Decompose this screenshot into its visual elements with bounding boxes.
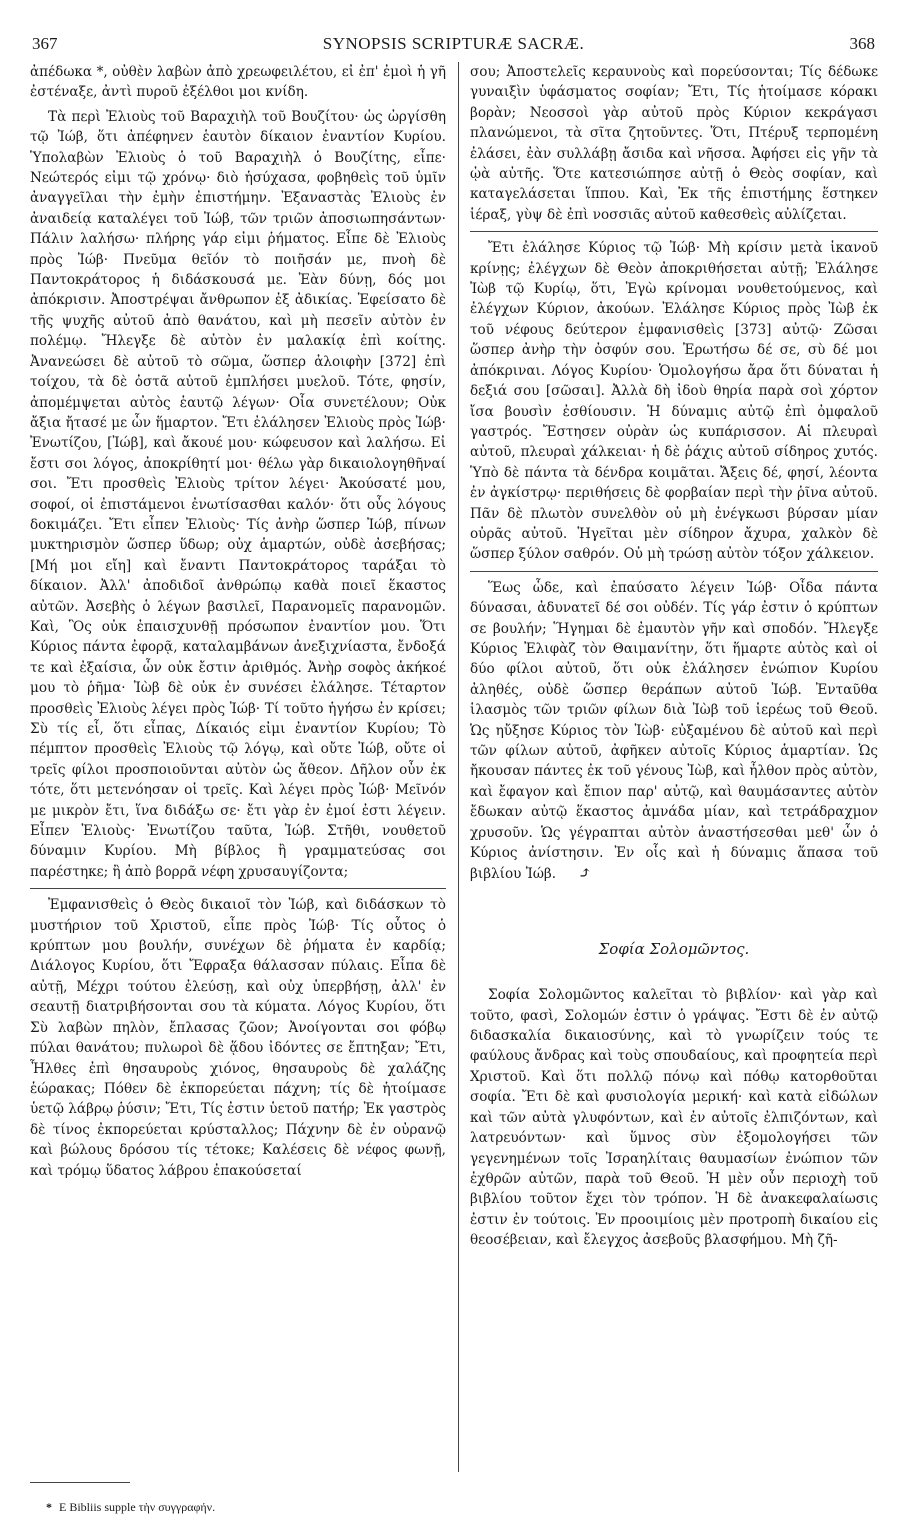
paragraph: [470, 578, 878, 885]
end-flourish-icon: ⤴: [578, 863, 592, 883]
paragraph: Σοφία Σολομῶντος καλεῖται τὸ βιβλίον· καὶ γὰρ καὶ τοῦτο, φασὶ, Σολομών ἐστιν ὁ γράψας. Ἔστι δὲ ἐν αὐτῷ διδασκαλία δικαιοσύνης, καὶ τὸ γνωρίζειν τούς τε φαύλους ἄνδρας καὶ τοὺς σπουδαίους, καὶ προφητεία περὶ Χριστοῦ. Καὶ ὅτι πολλῷ πόνῳ καὶ πόθῳ κατορθοῦται σοφία. Ἔτι δὲ καὶ φυσιολογία μερική· καὶ κατὰ εἰδώλων καὶ τῶν αὐτὰ γλυφόντων, καὶ ἐν αὐτοῖς ἐλπιζόντων, καὶ λατρευόντων· καὶ ὕμνος σὺν ἐξομολογήσει τῶν γεγενημένων τοῖς Ἰσραηλίταις θαυμασίων ἐνώπιον τῶν ἐχθρῶν αὐτῶν, παρὰ τοῦ Θεοῦ. Ἡ μὲν οὖν περιοχὴ τοῦ βιβλίου τοῦτον ἔχει τὸν τρόπον. Ἡ δὲ ἀνακεφαλαίωσις ἐστιν ἐν τούτοις. Ἐν προοιμίοις μὲν προτροπὴ δικαίου εἰς θεοσέβειαν, καὶ ἔλεγχος ἀσεβοῦς βλασφήμου. Μὴ ζῆ-: [470, 987, 878, 1249]
footnote-mark: *: [46, 1500, 52, 1514]
footnote: [46, 1500, 215, 1515]
paragraph: Τὰ περὶ Ἐλιοὺς τοῦ Βαραχιὴλ τοῦ Βουζίτου· ὡς ὠργίσθη τῷ Ἰώβ, ὅτι ἀπέφηνεν ἑαυτὸν δίκαιον ἐναντίον Κυρίου. Ὑπολαβὼν Ἐλιοὺς ὁ τοῦ Βαραχιὴλ ὁ Βουζίτης, εἶπε· Νεώτερός εἰμι τῷ χρόνῳ· διὸ ἡσύχασα, φοβηθεὶς τοῦ ὑμῖν ἀναγγεῖλαι τὴν ἐμὴν ἐπιστήμην. Ἐξαναστὰς Ἐλιοὺς ἐν ἀναιδείᾳ καταλέγει τοῦ Ἰώβ, τῶν τριῶν ἀποσιωπησάντων· Πάλιν λαλήσω· πλήρης γάρ εἰμι ῥήματος. Εἶπε δὲ Ἐλιοὺς πρὸς Ἰώβ· Πνεῦμα θεῖόν τὸ ποιῆσάν με, πνοὴ δὲ Παντοκράτορος ἡ διδάσκουσά με. Ἐὰν δύνῃ, δός μοι ἀπόκρισιν. Ἀποστρέψαι ἄνθρωπον ἐξ ἀδικίας. Ἐφείσατο δὲ τῆς ψυχῆς αὐτοῦ ἀπὸ θανάτου, καὶ μὴ πεσεῖν αὐτὸν ἐν πολέμῳ. Ἤλεγξε δὲ αὐτὸν ἐν μαλακίᾳ ἐπὶ κοίτης. Ἀνανεώσει δὲ αὐτοῦ τὸ σῶμα, ὥσπερ ἀλοιφὴν [372] ἐπὶ τοίχου, τὰ δὲ ὀστᾶ αὐτοῦ ἐμπλήσει μυελοῦ. Τότε, φησίν, ἀπομέμψεται αὐτὸς ἑαυτῷ λέγων· Οἷα συνετέλουν; Οὐκ ἄξια ἤτασέ με ὧν ἥμαρτον. Ἔτι ἐλάλησεν Ἐλιοὺς πρὸς Ἰώβ· Ἐνωτίζου, [Ἰώβ], καὶ ἄκουέ μου· κώφευσον καὶ λαλήσω. Εἰ ἔστι σοι λόγος, ἀποκρίθητί μοι· θέλω γὰρ δικαιολογηθῆναί σοι. Ἔτι προσθεὶς Ἐλιοὺς τρίτον λέγει· Ἀκούσατέ μου, σοφοί, οἱ ἐπιστάμενοι ἐνωτίσασθαι καλόν· ὅτι οὖς λόγους δοκιμάζει. Ἔτι εἶπεν Ἐλιοὺς· Τίς ἀνὴρ ὥσπερ Ἰώβ, πίνων μυκτηρισμὸν ὥσπερ ὕδωρ; οὐχ ἁμαρτών, οὐδὲ ἀσεβήσας; [Μή μοι εἴη] καὶ ἔναντι Παντοκράτορος ταράξαι τὸ δίκαιον. Ἀλλ' ἀποδιδοῖ ἀνθρώπῳ καθὰ ποιεῖ ἕκαστος αὐτῶν. Ἀσεβὴς ὁ λέγων βασιλεῖ, Παρανομεῖς παρανομῶν. Καὶ, Ὃς οὐκ ἐπαισχυνθῇ πρόσωπον ἐναντίον μου. Ὅτι Κύριος πάντα ἐφορᾷ, καταλαμβάνων ἀνεξιχνίαστα, ἔνδοξά τε καὶ ἐξαίσια, ὧν οὐκ ἔστιν ἀριθμός. Ἀνὴρ σοφὸς ἀκήκοέ μου τὸ ῥῆμα· Ἰὼβ δὲ οὐκ ἐν συνέσει ἐλάλησε. Τέταρτον προσθεὶς Ἐλιοὺς λέγει πρὸς Ἰώβ· Τί τοῦτο ἡγήσω ἐν κρίσει; Σὺ τίς εἶ, ὅτι εἶπας, Δίκαιός εἰμι ἐναντίον Κυρίου; Τὸ πέμπτον προσθεὶς Ἐλιοὺς τῷ λόγῳ, καὶ οὔτε Ἰώβ, οὔτε οἱ τρεῖς φίλοι προσποιοῦνται αὐτὸν ὡς ἄθεον. Δῆλον οὖν ἐκ τότε, ὅτι μετενόησαν οἱ τρεῖς. Καὶ λέγει πρὸς Ἰώβ· Μεῖνόν με μικρὸν ἔτι, ἵνα διδάξω σε· ἔτι γὰρ ἐν ἐμοί ἐστι λέγειν. Εἶπεν Ἐλιοὺς· Ἐνωτίζου ταῦτα, Ἰώβ. Στῆθι, νουθετοῦ δύναμιν Κυρίου. Μὴ βίβλος ἢ γραμματεύσας σοι παρέστηκε; ἢ ἀπὸ βορρᾶ νέφη χρυσαυγίζοντα;: [30, 108, 446, 880]
paragraph: Ἐμφανισθεὶς ὁ Θεὸς δικαιοῖ τὸν Ἰώβ, καὶ διδάσκων τὸ μυστήριον τοῦ Χριστοῦ, εἶπε πρὸς Ἰώβ· Τίς οὗτος ὁ κρύπτων μου βουλήν, συνέχων δὲ ῥήματα ἐν καρδίᾳ; Διάλογος Κυρίου, ὅτι Ἔφραξα θάλασσαν πύλαις. Εἶπα δὲ αὐτῇ, Μέχρι τούτου ἐλεύσῃ, καὶ οὐχ ὑπερβήσῃ, ἀλλ' ἐν σεαυτῇ διατριβήσονται σου τὰ κύματα. Λόγος Κυρίου, ὅτι Σὺ λαβὼν πηλὸν, ἔπλασας ζῶον; Ἀνοίγονται σοι φόβῳ πύλαι θανάτου; πυλωροὶ δὲ ᾅδου ἰδόντες σε ἔπτηξαν; Ἔτι, Ἦλθες ἐπὶ θησαυροὺς χιόνος, θησαυροὺς δὲ χαλάζης ἑώρακας; Πόθεν δὲ ἐκπορεύεται πάχνη; τίς δὲ ἡτοίμασε ὑετῷ λάβρῳ ῥύσιν; Ἔτι, Τίς ἐστιν ὑετοῦ πατήρ; Ἐκ γαστρὸς δὲ τίνος ἐκπορεύεται κρύσταλλος; Πάχνην δὲ ἐν οὐρανῷ καὶ βώλους δρόσου τίς τέτοκε; Καλέσεις δὲ νέφος φωνῇ, καὶ τρόμῳ ὕδατος λάβρου ἐπακούσεταί: [30, 897, 446, 1179]
paragraph: ἀπέδωκα *, οὐθὲν λαβὼν ἀπὸ χρεωφειλέτου, εἰ ἐπ' ἐμοὶ ἡ γῆ ἐστέναξε, ἀντὶ πυροῦ ἐξέλθοι μοι κνίδη.: [30, 64, 446, 101]
paragraph: σου; Ἀποστελεῖς κεραυνοὺς καὶ πορεύσονται; Τίς δέδωκε γυναιξὶν ὑφάσματος σοφίαν; Ἔτι, Τίς ἡτοίμασε κόρακι βορὰν; Νεοσσοὶ γὰρ αὐτοῦ πρὸς Κύριον κεκράγασι πλανώμενοι, τὰ σῖτα ζητοῦντες. Ὅτι, Πτέρυξ τερπομένη ἐλάσει, ἐὰν συλλάβῃ ἄσιδα καὶ νῆσσα. Ἀφήσει εἰς γῆν τὰ ᾠὰ αὐτῆς. Ὅτε κατεσιώπησε αὐτῇ ὁ Θεὸς σοφίαν, καὶ καταγελάσεται ἵππου. Καὶ, Ἐκ τῆς ἐπιστήμης ἕστηκεν ἱέραξ, γὺψ δὲ ἐπὶ νοσσιᾶς αὐτοῦ καθεσθεὶς αὐλίζεται.: [470, 64, 878, 223]
section-title: Σοφία Σολομῶντος.: [598, 939, 750, 958]
running-head: SYNOPSIS SCRIPTURÆ SACRÆ.: [322, 34, 585, 53]
page-header: [32, 34, 875, 58]
paragraph-divider: [470, 231, 878, 232]
paragraph-divider: [470, 571, 878, 572]
left-column: [30, 62, 446, 1482]
page-number-left: 367: [32, 34, 58, 53]
column-rule: [458, 62, 459, 1472]
right-column: [470, 62, 878, 1422]
page-number-right: 368: [849, 34, 875, 53]
paragraph: Ἔτι ἐλάλησε Κύριος τῷ Ἰώβ· Μὴ κρίσιν μετὰ ἱκανοῦ κρίνῃς; ἐλέγχων δὲ Θεὸν ἀποκριθήσεται αὐτῇ; Ἐλάλησε Ἰὼβ τῷ Κυρίῳ, ὅτι, Ἐγὼ κρίνομαι νουθετούμενος, καὶ ἐλέγχων Κύριον, ἀκούων. Ἐλάλησε Κύριος πρὸς Ἰὼβ ἐκ τοῦ νέφους δεύτερον ἐμφανισθεὶς [373] αὐτῷ· Ζῶσαι ὥσπερ ἀνὴρ τὴν ὀσφύν σου. Ἐρωτήσω δέ σε, σὺ δέ μοι ἀπόκριναι. Λόγος Κυρίου· Ὁμολογήσω ἄρα ὅτι δύναται ἡ δεξιά σου [σῶσαι]. Ἀλλὰ δὴ ἰδοὺ θηρία παρὰ σοὶ χόρτον ἴσα βουσὶν ἐσθίουσιν. Ἡ δύναμις αὐτῷ ἐπὶ ὀμφαλοῦ γαστρός. Ἔστησεν οὐρὰν ὡς κυπάρισσον. Αἱ πλευραὶ αὐτοῦ, πλευραὶ χάλκειαι· ἡ δὲ ῥάχις αὐτοῦ σίδηρος χυτός. Ὑπὸ δὲ πάντα τὰ δένδρα κοιμᾶται. Ἄξεις δέ, φησί, λέοντα ἐν ἀγκίστρῳ· περιθήσεις δὲ φορβαίαν περὶ τὴν ῥῖνα αὐτοῦ. Πᾶν δὲ πλωτὸν συνελθὸν οὐ μὴ ἐνέγκωσι βύρσαν μίαν οὐρᾶς αὐτοῦ. Ἡγεῖται μὲν σίδηρον ἄχυρα, χαλκὸν δὲ ὥσπερ ξύλον σαθρόν. Οὐ μὴ τρώσῃ αὐτὸν τόξον χάλκειον.: [470, 240, 878, 563]
footnote-text: E Bibliis supple τὴν συγγραφήν.: [59, 1500, 216, 1514]
paragraph-text: Ἕως ὧδε, καὶ ἐπαύσατο λέγειν Ἰώβ· Οἶδα πάντα δύνασαι, ἀδυνατεῖ δέ σοι οὐδέν. Τίς γάρ ἐστιν ὁ κρύπτων σε βουλήν; Ἥγημαι δὲ ἐμαυτὸν γῆν καὶ σποδόν. Ἤλεγξε Κύριος Ἐλιφὰζ τὸν Θαιμανίτην, ὅτι ἥμαρτε αὐτὸς καὶ οἱ δύο φίλοι αὐτοῦ, ὅτι οὐκ ἐλάλησεν ἐνώπιον Κυρίου ἀληθές, οὐδὲ ὥσπερ θεράπων αὐτοῦ Ἰώβ. Ἐνταῦθα ἱλασμὸς τῶν τριῶν φίλων διὰ Ἰὼβ τοῦ ἱερέως τοῦ Θεοῦ. Ὡς ηὔξησε Κύριος τὸν Ἰὼβ· εὐξαμένου δὲ αὐτοῦ καὶ περὶ τῶν φίλων αὐτοῦ, ἀφῆκεν αὐτοῖς Κύριος ἁμαρτίαν. Ὡς ἤκουσαν πάντες ἐκ τοῦ γένους Ἰὼβ, καὶ ἦλθον πρὸς αὐτὸν, καὶ ἔφαγον καὶ ἔπιον παρ' αὐτῷ, καὶ θαυμάσαντες αὐτὸν ἔδωκαν αὐτῷ ἕκαστος ἀμνάδα μίαν, καὶ τετράδραχμον χρυσοῦν. Ὡς γέγραπται αὐτὸν ἀναστήσεσθαι μεθ' ὧν ὁ Κύριος ἀνίστησιν. Ἐν οἷς καὶ ἡ δύναμις ἅπασα τοῦ βιβλίου Ἰώβ.: [470, 579, 878, 883]
paragraph-divider: [30, 888, 446, 889]
footnote-rule: [30, 1482, 130, 1483]
